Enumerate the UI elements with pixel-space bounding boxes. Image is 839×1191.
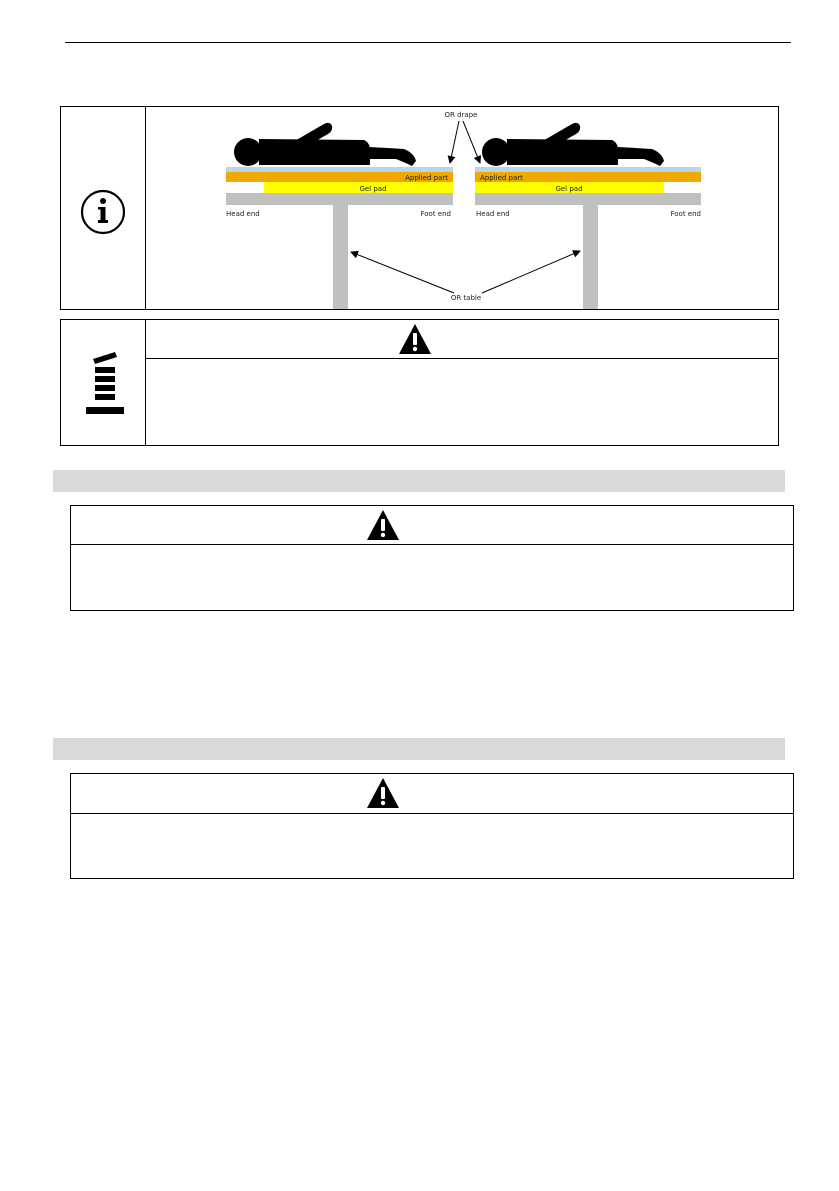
- column-warning-divider: [145, 320, 146, 445]
- right-table-column: [583, 202, 598, 309]
- or-table-arrow-left: [351, 252, 454, 293]
- info-figure-box: [60, 106, 779, 310]
- right-head-end-label: Head end: [476, 210, 510, 218]
- warning-triangle-icon: [398, 323, 432, 355]
- info-icon: [78, 187, 128, 237]
- left-applied-part-label: Applied part: [405, 174, 448, 182]
- right-drape: [475, 167, 701, 172]
- left-table-column: [333, 202, 348, 309]
- section-2-warning-box: [70, 773, 794, 879]
- left-table-assembly: [226, 123, 453, 309]
- or-table-label: OR table: [450, 294, 482, 302]
- or-drape-label: OR drape: [444, 111, 478, 119]
- or-drape-arrow-left: [450, 121, 459, 163]
- section-2-warning-header-rule: [71, 813, 793, 814]
- column-stack-icon: [85, 351, 125, 417]
- left-head-end-label: Head end: [226, 210, 260, 218]
- section-1-heading-band: [53, 470, 785, 492]
- header-rule: [65, 42, 791, 43]
- or-table-diagram: [146, 107, 778, 309]
- left-gel-pad-label: Gel pad: [359, 185, 387, 193]
- section-1-warning-header-rule: [71, 544, 793, 545]
- left-drape: [226, 167, 453, 172]
- left-patient-silhouette: [234, 123, 416, 166]
- right-foot-end-label: Foot end: [670, 210, 701, 218]
- column-warning-header-rule: [145, 358, 778, 359]
- right-gel-pad-label: Gel pad: [555, 185, 583, 193]
- left-table-top: [226, 193, 453, 205]
- section-1-warning-box: [70, 505, 794, 611]
- section-2-heading-band: [53, 738, 785, 760]
- or-drape-arrow-right: [463, 121, 480, 163]
- right-table-top: [475, 193, 701, 205]
- warning-triangle-icon: [366, 777, 400, 809]
- left-foot-end-label: Foot end: [420, 210, 451, 218]
- right-applied-part-label: Applied part: [480, 174, 523, 182]
- or-table-arrow-right: [482, 251, 580, 293]
- warning-triangle-icon: [366, 509, 400, 541]
- column-warning-box: [60, 319, 779, 446]
- right-patient-silhouette: [482, 123, 664, 166]
